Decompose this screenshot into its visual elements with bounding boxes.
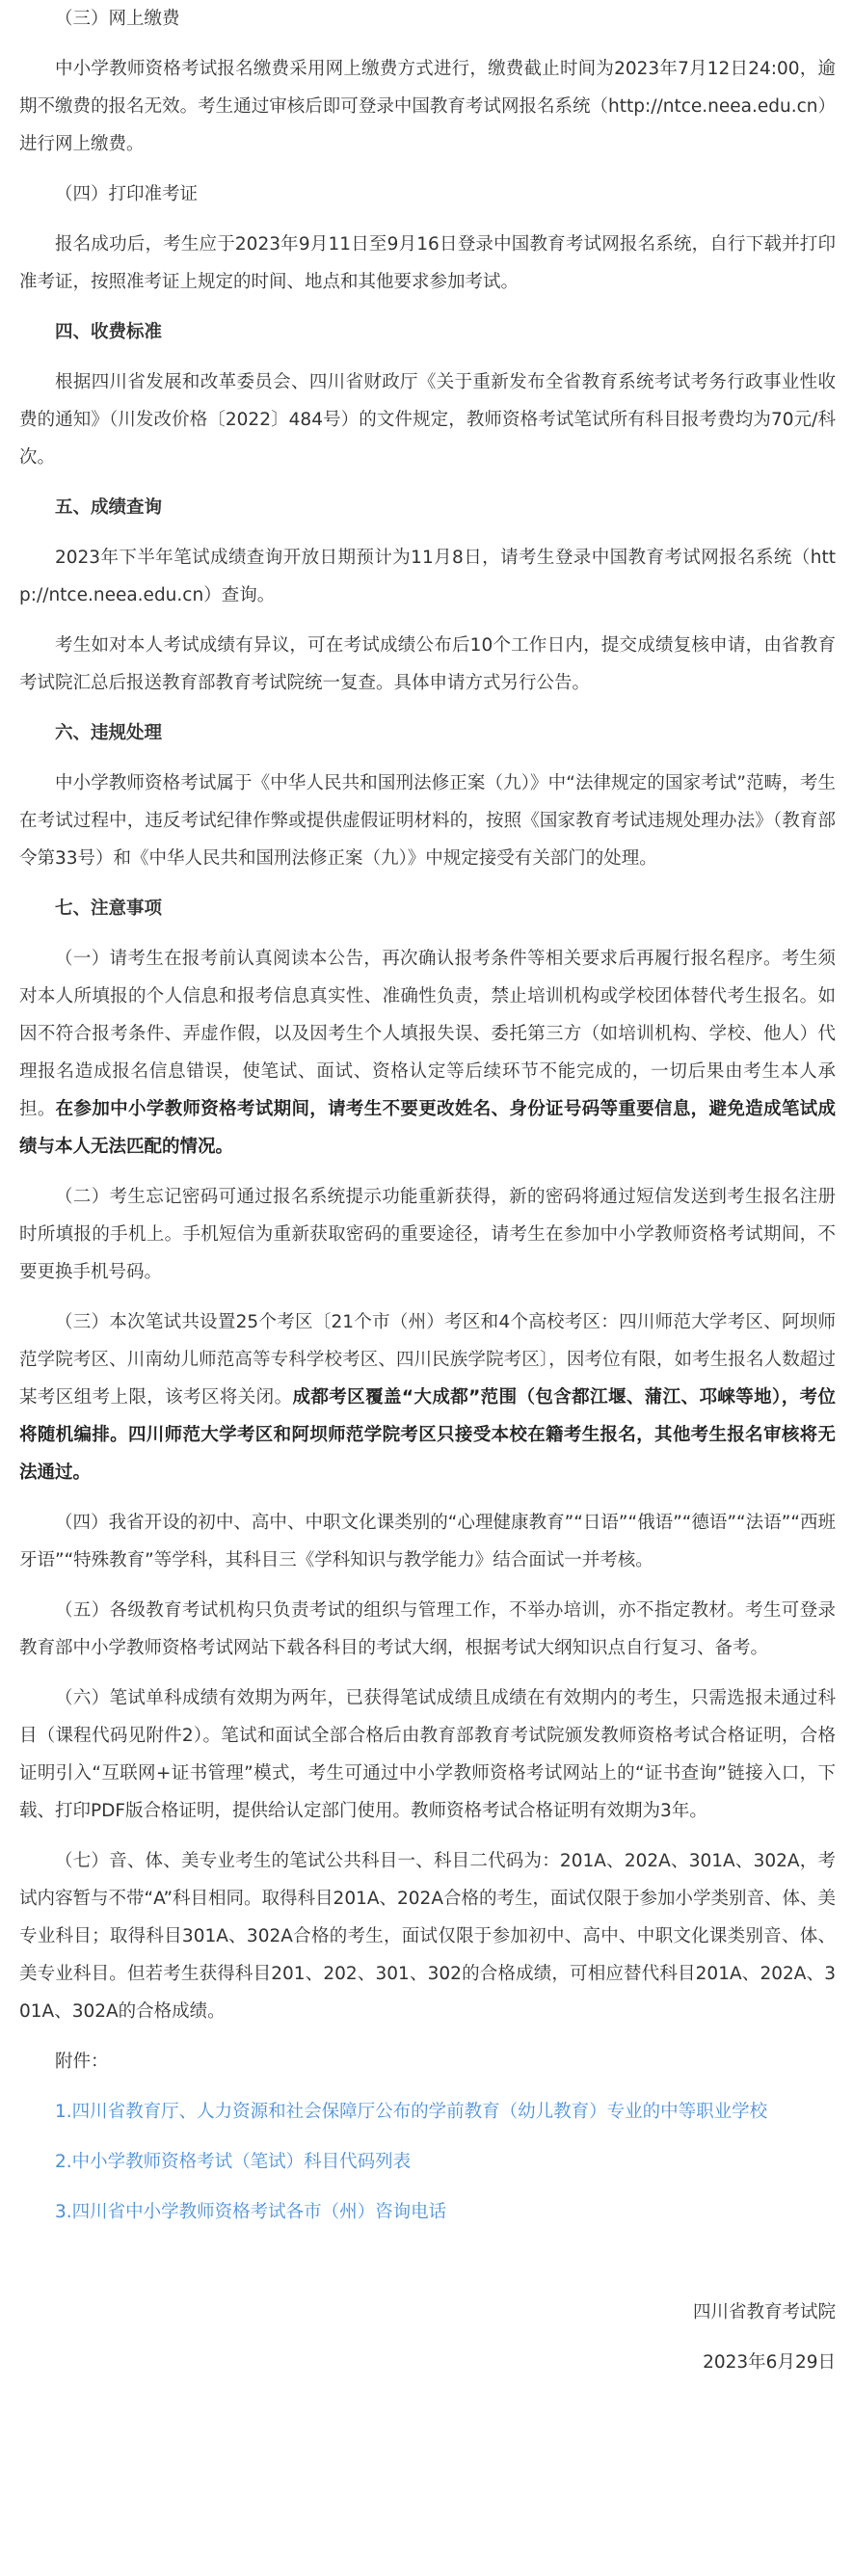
spacer xyxy=(19,2331,836,2344)
online-payment-paragraph: 中小学教师资格考试报名缴费采用网上缴费方式进行，缴费截止时间为2023年7月12日24:00，逾期不缴费的报名无效。考生通过审核后即可登录中国教育考试网报名系统（http://ntce.neea.edu.cn）进行网上缴费。 xyxy=(19,59,836,154)
signature-date: 2023年6月29日 xyxy=(703,2352,836,2373)
note-1-bold-text: 在参加中小学教师资格考试期间，请考生不要更改姓名、身份证号码等重要信息，避免造成笔试成绩与本人无法匹配的情况。 xyxy=(19,1099,836,1157)
violation-heading: 六、违规处理 xyxy=(55,723,163,743)
note-5-paragraph: （五）各级教育考试机构只负责考试的组织与管理工作，不举办培训，亦不指定教材。考生可登录教育部中小学教师资格考试网站下载各科目的考试大纲，根据考试大纲知识点自行复习、备考。 xyxy=(19,1600,836,1658)
fee-standard-paragraph: 根据四川省发展和改革委员会、四川省财政厅《关于重新发布全省教育系统考试考务行政事业性收费的通知》（川发改价格〔2022〕484号）的文件规定，教师资格考试笔试所有科目报考费均为70元/科次。 xyxy=(19,372,836,468)
notes-heading: 七、注意事项 xyxy=(55,899,163,919)
attachment-link-3[interactable]: 3.四川省中小学教师资格考试各市（州）咨询电话 xyxy=(55,2202,447,2222)
score-review-paragraph: 考生如对本人考试成绩有异议，可在考试成绩公布后10个工作日内，提交成绩复核申请，由省教育考试院汇总后报送教育部教育考试院统一复查。具体申请方式另行公告。 xyxy=(19,635,836,693)
violation-paragraph: 中小学教师资格考试属于《中华人民共和国刑法修正案（九）》中“法律规定的国家考试”范畴，考生在考试过程中，违反考试纪律作弊或提供虚假证明材料的，按照《国家教育考试违规处理办法》（教育部令第33号）和《中华人民共和国刑法修正案（九）》中规定接受有关部门的处理。 xyxy=(19,773,836,869)
section-3-4-heading: （四）打印准考证 xyxy=(55,184,199,204)
score-query-heading: 五、成绩查询 xyxy=(55,497,163,518)
note-3-text: （三）本次笔试共设置25个考区〔21个市（州）考区和4个高校考区：四川师范大学考区、阿坝师范学院考区、川南幼儿师范高等专科学校考区、四川民族学院考区〕，因考位有限，如考生报名人数超过某考区组考上限，该考区将关闭。 xyxy=(19,1312,836,1408)
note-1-paragraph xyxy=(19,940,836,1166)
note-3-bold-text: 成都考区覆盖“大成都”范围（包含都江堰、蒲江、邛崃等地），考位将随机编排。四川师范大学考区和阿坝师范学院考区只接受本校在籍考生报名，其他考生报名审核将无法通过。 xyxy=(19,1387,836,1483)
attachment-link-2[interactable]: 2.中小学教师资格考试（笔试）科目代码列表 xyxy=(55,2152,412,2172)
score-query-paragraph: 2023年下半年笔试成绩查询开放日期预计为11月8日，请考生登录中国教育考试网报名系统（http://ntce.neea.edu.cn）查询。 xyxy=(19,548,836,605)
note-7-paragraph: （七）音、体、美专业考生的笔试公共科目一、科目二代码为：201A、202A、301A、302A，考试内容暂与不带“A”科目相同。取得科目201A、202A合格的考生，面试仅限于参加小学类别音、体、美专业科目；取得科目301A、302A合格的考生，面试仅限于参加初中、高中、中职文化课类别音、体、美专业科目。但若考生获得科目201、202、301、302的合格成绩，可相应替代科目201A、202A、301A、302A的合格成绩。 xyxy=(19,1851,836,2022)
note-6-paragraph: （六）笔试单科成绩有效期为两年，已获得笔试成绩且成绩在有效期内的考生，只需选报未通过科目（课程代码见附件2）。笔试和面试全部合格后由教育部教育考试院颁发教师资格考试合格证明，合格证明引入“互联网+证书管理”模式，考生可通过中小学教师资格考试网站上的“证书查询”链接入口，下载、打印PDF版合格证明，提供给认定部门使用。教师资格考试合格证明有效期为3年。 xyxy=(19,1688,836,1821)
attachment-link-1[interactable]: 1.四川省教育厅、人力资源和社会保障厅公布的学前教育（幼儿教育）专业的中等职业学校 xyxy=(55,2102,768,2122)
note-1-text: （一）请考生在报考前认真阅读本公告，再次确认报考条件等相关要求后再履行报名程序。考生须对本人所填报的个人信息和报考信息真实性、准确性负责，禁止培训机构或学校团体替代考生报名。如因不符合报考条件、弄虚作假，以及因考生个人填报失误、委托第三方（如培训机构、学校、他人）代理报名造成报名信息错误，使笔试、面试、资格认定等后续环节不能完成的，一切后果由考生本人承担。 xyxy=(19,949,836,1119)
note-3-paragraph xyxy=(19,1303,836,1491)
attachments-label: 附件： xyxy=(55,2052,109,2072)
note-2-paragraph: （二）考生忘记密码可通过报名系统提示功能重新获得，新的密码将通过短信发送到考生报名注册时所填报的手机上。手机短信为重新获取密码的重要途径，请考生在参加中小学教师资格考试期间，不要更换手机号码。 xyxy=(19,1187,836,1282)
spacer xyxy=(19,2243,836,2294)
signature-org: 四川省教育考试院 xyxy=(692,2302,836,2322)
fee-standard-heading: 四、收费标准 xyxy=(55,322,163,342)
print-admission-ticket-paragraph: 报名成功后，考生应于2023年9月11日至9月16日登录中国教育考试网报名系统，自行下载并打印准考证，按照准考证上规定的时间、地点和其他要求参加考试。 xyxy=(19,234,836,292)
note-4-paragraph: （四）我省开设的初中、高中、中职文化课类别的“心理健康教育”“日语”“俄语”“德语”“法语”“西班牙语”“特殊教育”等学科，其科目三《学科知识与教学能力》结合面试一并考核。 xyxy=(19,1513,836,1570)
section-3-3-heading: （三）网上缴费 xyxy=(55,9,180,29)
